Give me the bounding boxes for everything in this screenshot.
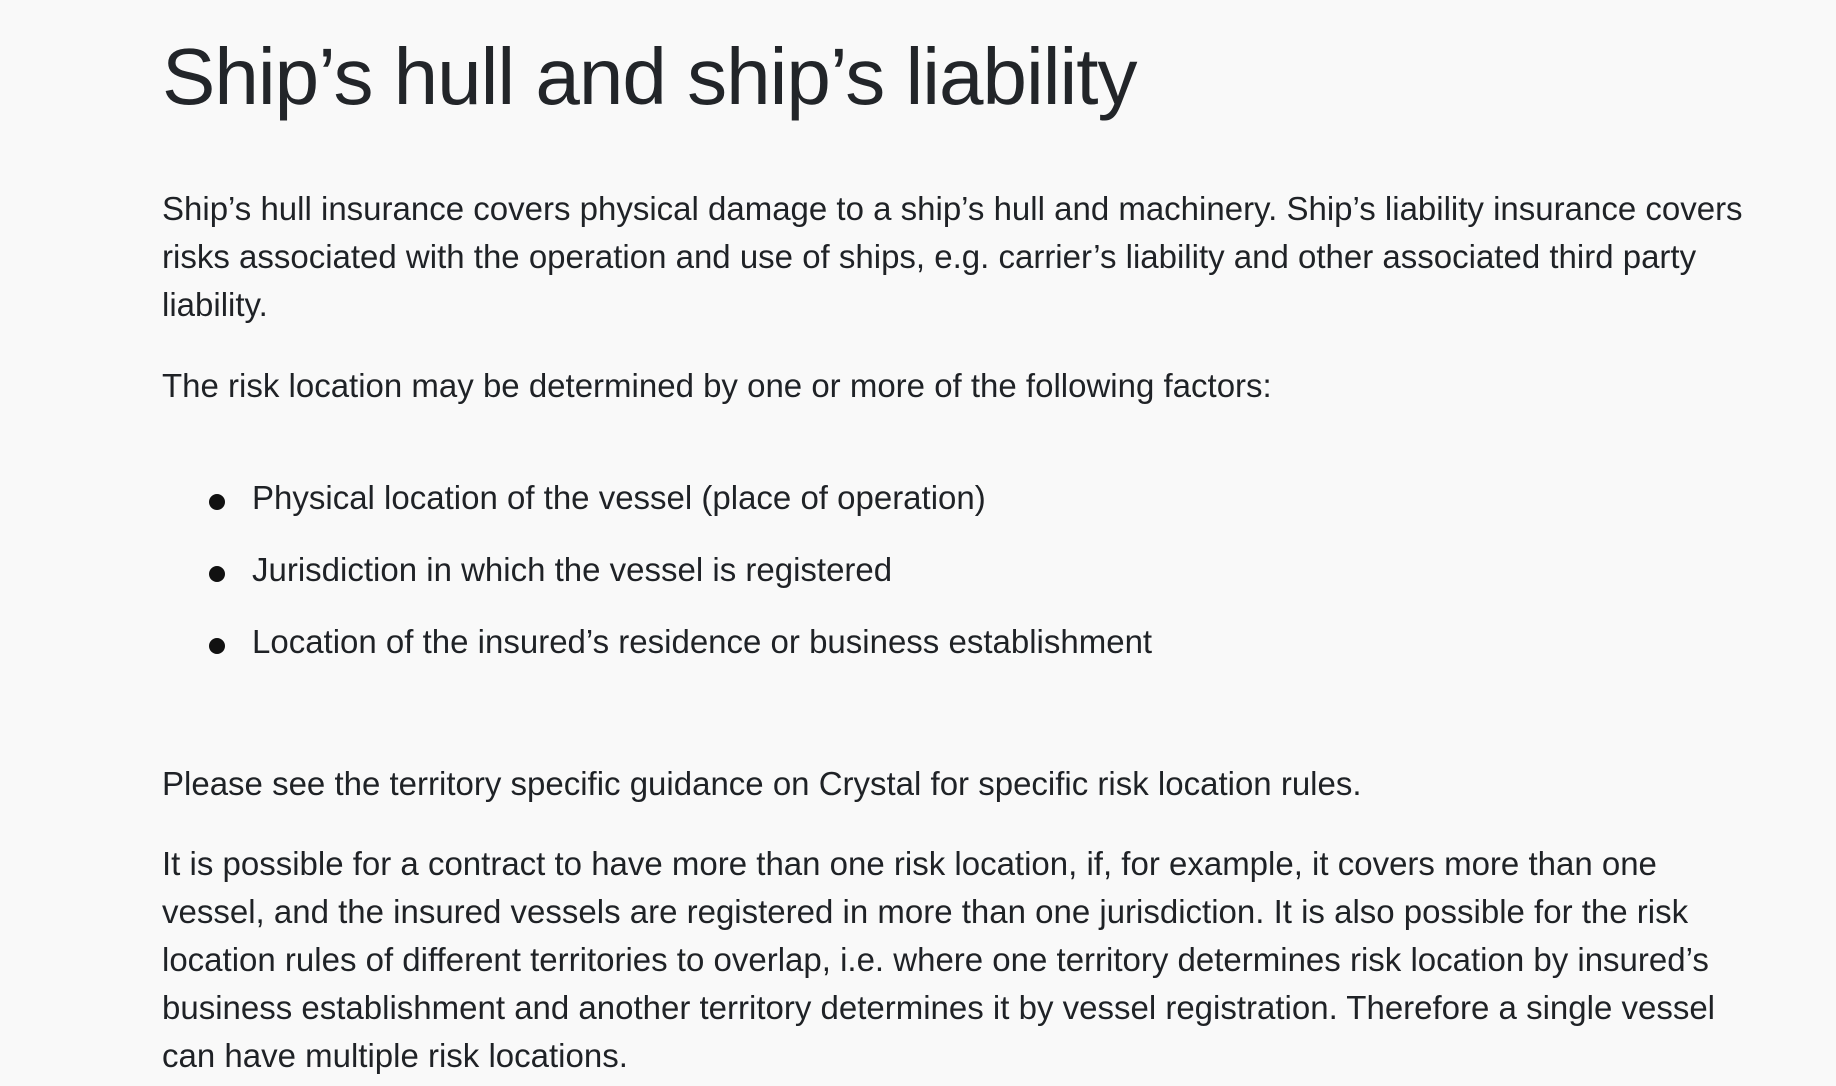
list-item (252, 474, 1748, 522)
list-item (252, 618, 1748, 666)
intro-paragraph: Ship’s hull insurance covers physical damage to a ship’s hull and machinery. Ship’s liability insurance covers risks associated with the operation and use of ships, e.g. carrier’s liability and other associated third party liability. (162, 190, 1743, 323)
bullet-icon (209, 566, 225, 582)
multiple-locations-paragraph: It is possible for a contract to have more than one risk location, if, for example, it covers more than one vessel, and the insured vessels are registered in more than one jurisdiction. It is also possible for the risk location rules of different territories to overlap, i.e. where one territory determines risk location by insured’s business establishment and another territory determines it by vessel registration. Therefore a single vessel can have multiple risk locations. (162, 845, 1715, 1074)
guidance-paragraph: Please see the territory specific guidance on Crystal for specific risk location rules. (162, 765, 1362, 802)
article-content (162, 0, 1748, 1080)
page-title: Ship’s hull and ship’s liability (162, 32, 1137, 121)
list-item-text: Physical location of the vessel (place of operation) (252, 479, 986, 516)
bullet-icon (209, 638, 225, 654)
list-item (252, 546, 1748, 594)
factors-list (162, 474, 1748, 666)
factors-intro-paragraph: The risk location may be determined by one or more of the following factors: (162, 367, 1272, 404)
bullet-icon (209, 494, 225, 510)
list-item-text: Location of the insured’s residence or business establishment (252, 623, 1153, 660)
list-item-text: Jurisdiction in which the vessel is registered (252, 551, 893, 588)
